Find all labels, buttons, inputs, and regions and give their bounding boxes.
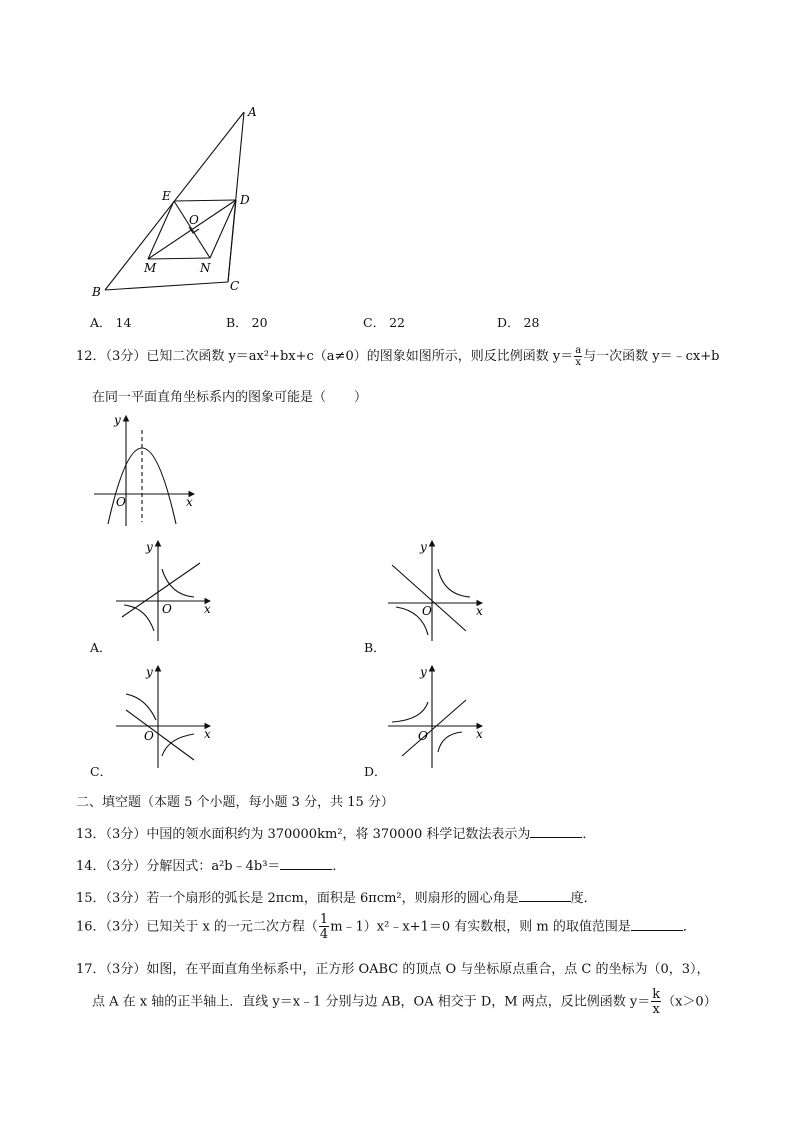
q12-graph-d [382, 660, 492, 770]
q11-option-d: D． 28 [497, 315, 540, 330]
q12-option-b: B． [364, 640, 386, 655]
q11-option-b: B． 20 [226, 315, 268, 330]
q17-line1: 17．（3分）如图，在平面直角坐标系中，正方形 OABC 的顶点 O 与坐标原点重合，点 C 的坐标为（0，3）， [76, 962, 710, 977]
svg-text:y: y [146, 540, 153, 554]
svg-text:x: x [204, 602, 211, 616]
label-d: D [240, 193, 250, 207]
q12-option-a: A． [90, 640, 112, 655]
svg-text:y: y [146, 665, 153, 679]
q11-option-c: C． 22 [363, 315, 405, 330]
q16-blank[interactable] [631, 929, 683, 931]
axis-x: x [186, 495, 193, 509]
q14-blank[interactable] [280, 868, 332, 870]
q12-line2: 在同一平面直角坐标系内的图象可能是（ ） [92, 390, 368, 405]
label-o: O [189, 213, 199, 227]
q16: 16．（3分）已知关于 x 的一元二次方程（ $\frac{1}{4}$ m﹣1）x²﹣x+1＝0 有实数根，则 m 的取值范围是 ． [76, 912, 696, 942]
q17-line2: 点 A 在 x 轴的正半轴上．直线 y＝x﹣1 分别与边 AB，OA 相交于 D，M 两点，反比例函数 y＝ $\frac{k}{x}$ （x＞0） [92, 987, 717, 1017]
label-c: C [230, 279, 240, 293]
svg-text:O: O [144, 729, 154, 743]
q12-graph-a [110, 535, 220, 645]
svg-text:O: O [418, 729, 428, 743]
label-a: A [248, 105, 257, 119]
axis-y: y [114, 413, 121, 427]
svg-text:O: O [422, 604, 432, 618]
origin: O [116, 495, 126, 509]
label-e: E [162, 189, 171, 203]
q12-graph-b [382, 535, 492, 645]
svg-text:x: x [204, 727, 211, 741]
svg-text:y: y [420, 665, 427, 679]
q15-blank[interactable] [519, 900, 571, 902]
q12-graph-c [110, 660, 220, 770]
q13-blank[interactable] [530, 836, 582, 838]
svg-text:O: O [162, 602, 172, 616]
q13: 13．（3分）中国的领水面积约为 370000km²，将 370000 科学记数法表示为 ． [76, 827, 596, 842]
svg-text:y: y [420, 540, 427, 554]
svg-text:x: x [476, 604, 483, 618]
q12-line1: 12．（3分）已知二次函数 y＝ax²+bx+c（a≠0）的图象如图所示，则反比例函数 y＝ $\frac{a}{x}$ 与一次函数 y＝﹣cx+b [76, 344, 720, 368]
q14: 14．（3分）分解因式：a²b﹣4b³＝ ． [76, 859, 346, 874]
q12-option-d: D． [364, 764, 387, 779]
section-heading: 二、填空题（本题 5 个小题，每小题 3 分，共 15 分） [76, 795, 394, 810]
q12-parabola-figure [88, 410, 208, 530]
label-n: N [200, 261, 211, 275]
q11-figure [86, 100, 276, 305]
q15: 15．（3分）若一个扇形的弧长是 2πcm，面积是 6πcm²，则扇形的圆心角是 度． [76, 891, 597, 906]
q12-option-c: C． [90, 764, 113, 779]
label-m: M [144, 261, 157, 275]
q11-option-a: A． 14 [90, 315, 132, 330]
label-b: B [92, 285, 101, 299]
svg-text:x: x [476, 727, 483, 741]
